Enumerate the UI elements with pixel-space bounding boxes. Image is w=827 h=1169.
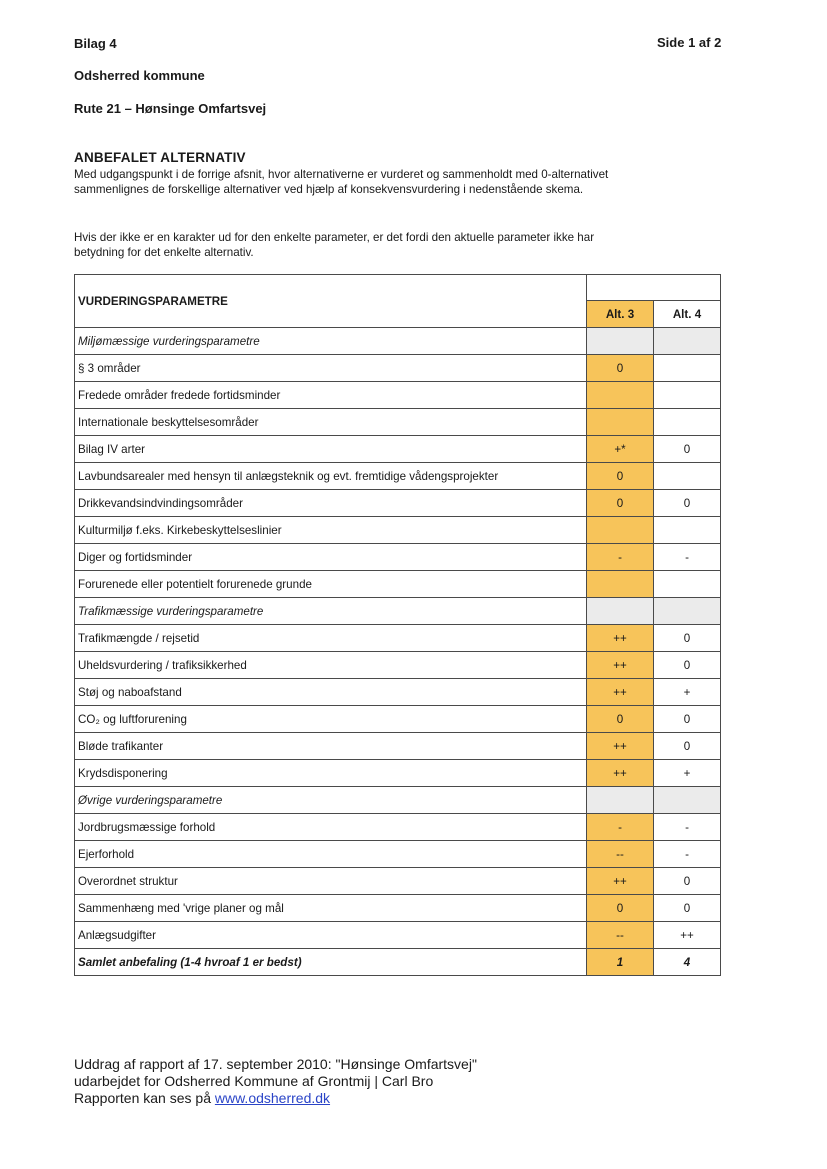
table-row	[75, 652, 721, 679]
parameter-label: Overordnet struktur	[75, 868, 587, 895]
alt4-value: 0	[654, 436, 721, 463]
alt3-value: 0	[587, 355, 654, 382]
parameter-label: Diger og fortidsminder	[75, 544, 587, 571]
parameter-label: Bløde trafikanter	[75, 733, 587, 760]
table-row	[75, 760, 721, 787]
alt3-value: 0	[587, 490, 654, 517]
website-link[interactable]: www.odsherred.dk	[214, 1090, 331, 1106]
table-row	[75, 706, 721, 733]
alt4-value: ++	[654, 922, 721, 949]
alt4-value	[654, 328, 721, 355]
alt3-value: --	[587, 922, 654, 949]
parameter-label: Samlet anbefaling (1-4 hvroaf 1 er bedst)	[75, 949, 587, 976]
footer-line-3-prefix: Rapporten kan ses på	[74, 1090, 215, 1106]
group-label: Miljømæssige vurderingsparametre	[75, 328, 587, 355]
parameter-label: Jordbrugsmæssige forhold	[75, 814, 587, 841]
column-header-alt3: Alt. 3	[587, 301, 654, 328]
group-row	[75, 328, 721, 355]
table-row	[75, 679, 721, 706]
table-row	[75, 544, 721, 571]
alt4-value: +	[654, 760, 721, 787]
table-row	[75, 436, 721, 463]
alt4-value: 0	[654, 706, 721, 733]
alt4-value	[654, 409, 721, 436]
alt3-value: 0	[587, 895, 654, 922]
parameter-label: § 3 områder	[75, 355, 587, 382]
alt3-value: 0	[587, 463, 654, 490]
alt4-value	[654, 598, 721, 625]
summary-row	[75, 949, 721, 976]
alt3-value	[587, 382, 654, 409]
assessment-table-body	[75, 275, 721, 976]
table-row	[75, 841, 721, 868]
parameter-label: Anlægsudgifter	[75, 922, 587, 949]
alt3-value: ++	[587, 679, 654, 706]
parameter-label: Kulturmiljø f.eks. Kirkebeskyttelseslinier	[75, 517, 587, 544]
parameter-label: Støj og naboafstand	[75, 679, 587, 706]
parameter-label: Lavbundsarealer med hensyn til anlægsteknik og evt. fremtidige vådengsprojekter	[75, 463, 587, 490]
assessment-table	[74, 274, 721, 976]
alt3-value: 0	[587, 706, 654, 733]
alt4-value: 0	[654, 895, 721, 922]
alt4-value: 0	[654, 490, 721, 517]
table-row	[75, 382, 721, 409]
table-row	[75, 625, 721, 652]
parameter-label: Sammenhæng med 'vrige planer og mål	[75, 895, 587, 922]
page-number: Side 1 af 2	[657, 35, 722, 50]
alt4-value: +	[654, 679, 721, 706]
alt3-value: --	[587, 841, 654, 868]
table-row	[75, 868, 721, 895]
alt3-value: ++	[587, 733, 654, 760]
alt3-value	[587, 787, 654, 814]
table-row	[75, 355, 721, 382]
alt3-value: ++	[587, 652, 654, 679]
alt3-value: 1	[587, 949, 654, 976]
alt3-value: -	[587, 814, 654, 841]
parameter-label: Forurenede eller potentielt forurenede grunde	[75, 571, 587, 598]
alt4-value	[654, 517, 721, 544]
table-row	[75, 922, 721, 949]
footer	[74, 1056, 477, 1107]
alt4-value: 4	[654, 949, 721, 976]
table-row	[75, 463, 721, 490]
table-row	[75, 733, 721, 760]
parameter-label: Internationale beskyttelsesområder	[75, 409, 587, 436]
table-row	[75, 517, 721, 544]
alt3-value: -	[587, 544, 654, 571]
alt4-value	[654, 463, 721, 490]
route-title: Rute 21 – Hønsinge Omfartsvej	[74, 101, 267, 116]
group-row	[75, 787, 721, 814]
parameter-label: Ejerforhold	[75, 841, 587, 868]
parameter-label: Krydsdisponering	[75, 760, 587, 787]
table-row	[75, 571, 721, 598]
alt4-value: 0	[654, 652, 721, 679]
alt3-value	[587, 517, 654, 544]
group-label: Trafikmæssige vurderingsparametre	[75, 598, 587, 625]
alt3-value	[587, 571, 654, 598]
footer-line-2: udarbejdet for Odsherred Kommune af Grontmij | Carl Bro	[74, 1073, 434, 1089]
appendix-label: Bilag 4	[74, 36, 117, 51]
footer-line-1: Uddrag af rapport af 17. september 2010: "Hønsinge Omfartsvej"	[74, 1056, 477, 1072]
alt4-value	[654, 382, 721, 409]
table-heading: VURDERINGSPARAMETRE	[75, 275, 587, 328]
alt4-value	[654, 571, 721, 598]
parameter-label: Uheldsvurdering / trafiksikkerhed	[75, 652, 587, 679]
parameter-label: Bilag IV arter	[75, 436, 587, 463]
alt3-value: +*	[587, 436, 654, 463]
alt3-value: ++	[587, 760, 654, 787]
municipality-title: Odsherred kommune	[74, 68, 205, 83]
table-row	[75, 895, 721, 922]
alt3-value	[587, 409, 654, 436]
alt4-value	[654, 787, 721, 814]
footer-line-3	[74, 1090, 477, 1107]
parameter-label: Fredede områder fredede fortidsminder	[75, 382, 587, 409]
alt4-value: -	[654, 544, 721, 571]
column-header-alt4: Alt. 4	[654, 301, 721, 328]
alt3-value	[587, 598, 654, 625]
header-spacer-cell	[587, 275, 721, 301]
alt3-value	[587, 328, 654, 355]
section-title: ANBEFALET ALTERNATIV	[74, 150, 246, 165]
intro-paragraph: Med udgangspunkt i de forrige afsnit, hvor alternativerne er vurderet og sammenholdt med 0-alternativet sammenlignes de forskellige alternativer ved hjælp af konsekvensvurdering i nedenstående skema.	[74, 168, 609, 196]
alt4-value: -	[654, 814, 721, 841]
alt3-value: ++	[587, 868, 654, 895]
alt3-value: ++	[587, 625, 654, 652]
alt4-value: -	[654, 841, 721, 868]
parameter-label: Trafikmængde / rejsetid	[75, 625, 587, 652]
alt4-value: 0	[654, 733, 721, 760]
table-heading-row	[75, 275, 721, 301]
table-row	[75, 490, 721, 517]
alt4-value	[654, 355, 721, 382]
parameter-label: CO₂ og luftforurening	[75, 706, 587, 733]
alt4-value: 0	[654, 625, 721, 652]
note-paragraph: Hvis der ikke er en karakter ud for den enkelte parameter, er det fordi den aktuelle parameter ikke har betydning for det enkelte alternativ.	[74, 231, 595, 259]
alt4-value: 0	[654, 868, 721, 895]
group-row	[75, 598, 721, 625]
group-label: Øvrige vurderingsparametre	[75, 787, 587, 814]
parameter-label: Drikkevandsindvindingsområder	[75, 490, 587, 517]
table-row	[75, 409, 721, 436]
table-row	[75, 814, 721, 841]
